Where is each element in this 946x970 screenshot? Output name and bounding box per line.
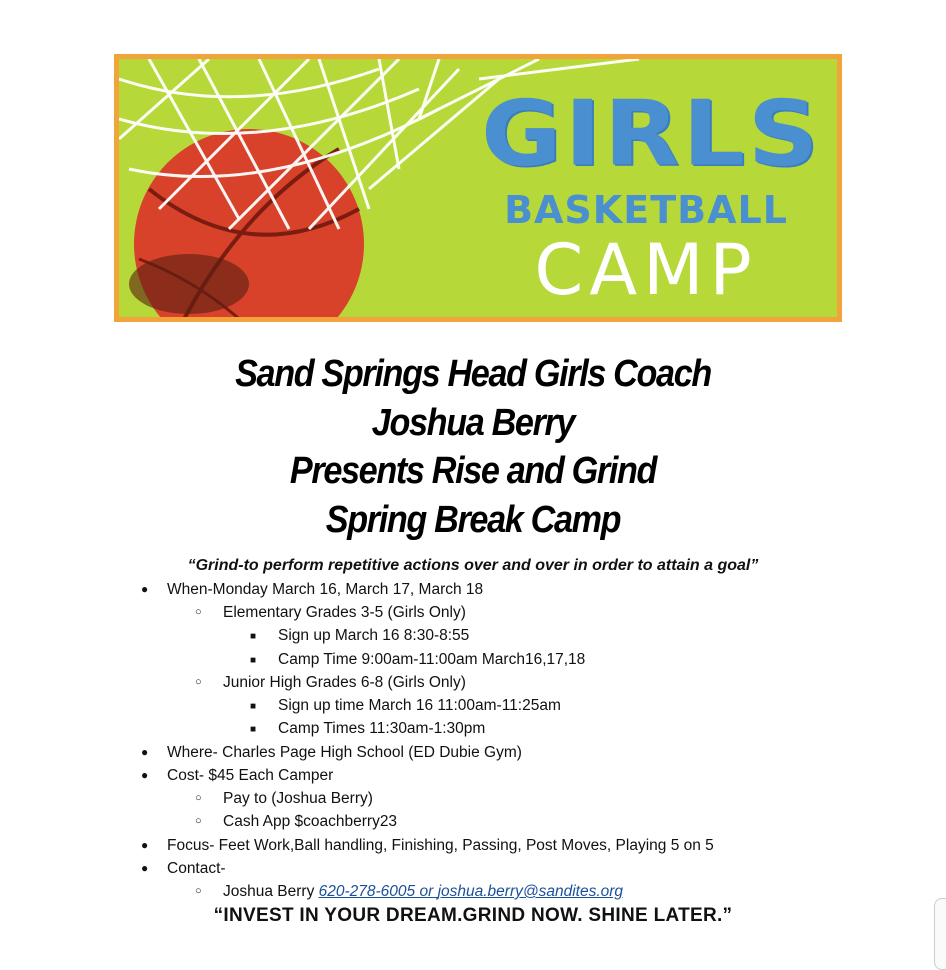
list-item-cost xyxy=(141,764,334,787)
bullet-icon: ● xyxy=(141,582,149,596)
bullet-icon: ● xyxy=(141,768,149,782)
list-item-elementary xyxy=(195,601,466,624)
list-item-pay-to xyxy=(195,787,373,810)
square-bullet-icon: ■ xyxy=(250,655,257,666)
square-bullet-icon: ■ xyxy=(250,631,257,642)
contact-phone-link[interactable]: 620-278-6005 or xyxy=(318,883,438,900)
contact-email-link[interactable]: joshua.berry@sandites.org xyxy=(437,883,624,900)
elementary-text: Elementary Grades 3-5 (Girls Only) xyxy=(223,604,466,621)
circle-bullet-icon: ○ xyxy=(195,606,202,618)
focus-text: Focus- Feet Work,Ball handling, Finishing, Passing, Post Moves, Playing 5 on 5 xyxy=(167,837,714,854)
camp-banner xyxy=(114,54,842,322)
list-item-elem-signup xyxy=(250,624,470,647)
list-item-focus xyxy=(141,834,714,857)
headline-line-2: Joshua Berry xyxy=(371,401,575,444)
circle-bullet-icon: ○ xyxy=(195,885,202,897)
contact-name: Joshua Berry xyxy=(223,883,319,900)
contact-text: Contact- xyxy=(167,860,226,877)
scrollbar-edge xyxy=(934,898,946,970)
square-bullet-icon: ■ xyxy=(250,701,257,712)
banner-title-basketball: BASKETBALL xyxy=(504,188,788,232)
slogan: “INVEST IN YOUR DREAM.GRIND NOW. SHINE LATER.” xyxy=(213,905,733,926)
headline-line-3: Presents Rise and Grind xyxy=(289,450,657,492)
list-item-contact-details xyxy=(195,880,624,903)
junior-text: Junior High Grades 6-8 (Girls Only) xyxy=(223,674,466,691)
list-item-elem-camp xyxy=(250,648,586,671)
cost-text: Cost- $45 Each Camper xyxy=(167,767,334,784)
headline xyxy=(0,350,946,544)
jr-camp-text: Camp Times 11:30am-1:30pm xyxy=(278,720,486,737)
circle-bullet-icon: ○ xyxy=(195,676,202,688)
where-text: Where- Charles Page High School (ED Dubie Gym) xyxy=(167,744,522,761)
list-item-cash-app xyxy=(195,810,398,833)
list-item-where xyxy=(141,741,522,764)
jr-signup-text: Sign up time March 16 11:00am-11:25am xyxy=(278,697,561,714)
circle-bullet-icon: ○ xyxy=(195,815,202,827)
banner-title-girls: GIRLS xyxy=(481,81,822,187)
grind-definition-quote: “Grind-to perform repetitive actions over and over in order to attain a goal” xyxy=(187,557,759,574)
headline-line-1: Sand Springs Head Girls Coach xyxy=(235,353,711,395)
list-item-junior xyxy=(195,671,466,694)
elem-camp-text: Camp Time 9:00am-11:00am March16,17,18 xyxy=(278,651,586,668)
list-item-jr-camp xyxy=(250,717,486,740)
when-text: When-Monday March 16, March 17, March 18 xyxy=(167,581,484,598)
circle-bullet-icon: ○ xyxy=(195,792,202,804)
list-item-when xyxy=(141,578,484,601)
pay-to-text: Pay to (Joshua Berry) xyxy=(223,790,373,807)
list-item-jr-signup xyxy=(250,694,561,717)
banner-title-camp: CAMP xyxy=(534,229,758,311)
bullet-icon: ● xyxy=(141,861,149,875)
cash-app-text: Cash App $coachberry23 xyxy=(223,813,398,830)
bullet-icon: ● xyxy=(141,838,149,852)
headline-line-4: Spring Break Camp xyxy=(325,498,621,541)
list-item-contact xyxy=(141,857,226,880)
elem-signup-text: Sign up March 16 8:30-8:55 xyxy=(278,627,470,644)
bullet-icon: ● xyxy=(141,745,149,759)
square-bullet-icon: ■ xyxy=(250,724,257,735)
